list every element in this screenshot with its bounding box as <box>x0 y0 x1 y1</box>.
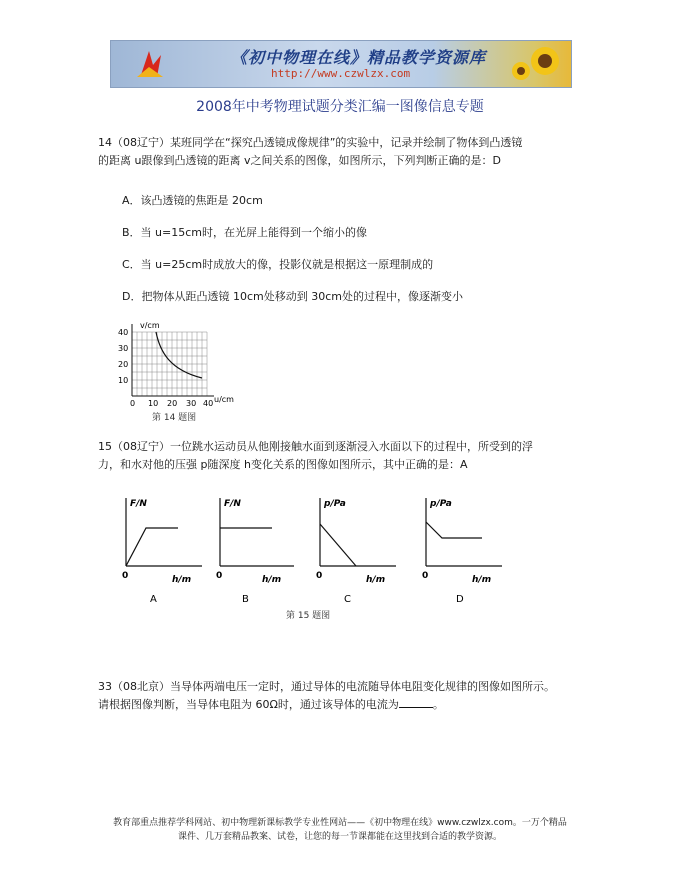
page-title: 2008年中考物理试题分类汇编一图像信息专题 <box>196 99 484 115</box>
q14-option-a: A．该凸透镜的焦距是 20cm <box>122 194 263 207</box>
q14-curve <box>156 332 202 378</box>
svg-text:0: 0 <box>316 571 323 581</box>
q33-line2-end: 。 <box>432 698 444 711</box>
q15-graph-b <box>216 498 294 605</box>
q15-stem-line1: 15（08辽宁）一位跳水运动员从他刚接触水面到逐渐浸入水面以下的过程中，所受到的浮 <box>98 440 533 453</box>
svg-text:0: 0 <box>122 571 129 581</box>
svg-text:0: 0 <box>216 571 223 581</box>
q33-line1: 33（08北京）当导体两端电压一定时，通过导体的电流随导体电阻变化规律的图像如图所示。 <box>98 680 555 693</box>
svg-text:h/m: h/m <box>262 575 282 585</box>
q15-graph-c <box>316 498 396 605</box>
svg-text:A: A <box>150 594 157 605</box>
svg-text:p/Pa: p/Pa <box>430 499 452 509</box>
q14-ytick: 10 <box>118 376 129 385</box>
q14-option-b: B．当 u=15cm时，在光屏上能得到一个缩小的像 <box>122 226 367 239</box>
svg-text:p/Pa: p/Pa <box>324 499 346 509</box>
q14-option-c: C．当 u=25cm时成放大的像，投影仪就是根据这一原理制成的 <box>122 258 434 271</box>
q15-stem <box>98 438 588 474</box>
sunflower-icon <box>509 41 569 87</box>
q14-xtick: 40 <box>203 399 214 408</box>
q14-xtick: 20 <box>167 399 178 408</box>
svg-text:F/N: F/N <box>224 499 241 509</box>
svg-text:0: 0 <box>422 571 429 581</box>
q14-figure <box>112 318 242 424</box>
header-banner <box>110 40 572 88</box>
q33-stem <box>98 678 598 714</box>
q14-ytick: 30 <box>118 344 129 353</box>
q14-ytick: 40 <box>118 328 129 337</box>
q33-line2 <box>98 696 598 714</box>
q14-ytick: 20 <box>118 360 129 369</box>
q14-ylabel: v/cm <box>140 321 160 330</box>
svg-text:B: B <box>242 594 249 605</box>
q14-caption: 第 14 题图 <box>152 413 197 423</box>
banner-url[interactable]: http://www.czwlzx.com <box>271 67 411 80</box>
svg-text:h/m: h/m <box>472 575 492 585</box>
svg-text:D: D <box>456 594 464 605</box>
q33-line2-text: 请根据图像判断，当导体电阻为 60Ω时，通过该导体的电流为 <box>98 698 399 711</box>
q15-graph-d <box>422 498 502 605</box>
q14-xtick: 10 <box>148 399 159 408</box>
svg-text:C: C <box>344 594 351 605</box>
q15-stem-line2: 力，和水对他的压强 p随深度 h变化关系的图像如图所示，其中正确的是：A <box>98 458 468 471</box>
answer-blank[interactable] <box>399 697 433 708</box>
footer-line2: 课件、几万套精品教案、试卷，让您的每一节课都能在这里找到合适的教学资源。 <box>177 832 502 842</box>
q15-graph-a <box>122 498 202 605</box>
q14-option-d: D．把物体从距凸透镜 10cm处移动到 30cm处的过程中，像逐渐变小 <box>122 290 463 303</box>
banner-title: 《初中物理在线》精品教学资源库 <box>231 48 487 67</box>
svg-text:h/m: h/m <box>172 575 192 585</box>
svg-text:h/m: h/m <box>366 575 386 585</box>
svg-text:F/N: F/N <box>130 499 147 509</box>
q14-xlabel: u/cm <box>214 395 234 404</box>
site-logo-icon <box>131 45 169 83</box>
q14-xtick: 0 <box>130 399 136 408</box>
footer-line1: 教育部重点推荐学科网站、初中物理新课标教学专业性网站——《初中物理在线》www.czwlzx.com。一万个精品 <box>113 818 567 828</box>
q15-caption: 第 15 题图 <box>286 611 331 621</box>
q14-stem <box>98 134 588 170</box>
footer <box>0 816 680 844</box>
q14-stem-line2: 的距离 u跟像到凸透镜的距离 v之间关系的图像，如图所示，下列判断正确的是：D <box>98 154 501 167</box>
q14-xtick: 30 <box>186 399 197 408</box>
q14-stem-line1: 14（08辽宁）某班同学在“探究凸透镜成像规律”的实验中，记录并绘制了物体到凸透镜 <box>98 136 523 149</box>
q14-grid <box>132 332 207 396</box>
q15-figure <box>112 488 532 628</box>
